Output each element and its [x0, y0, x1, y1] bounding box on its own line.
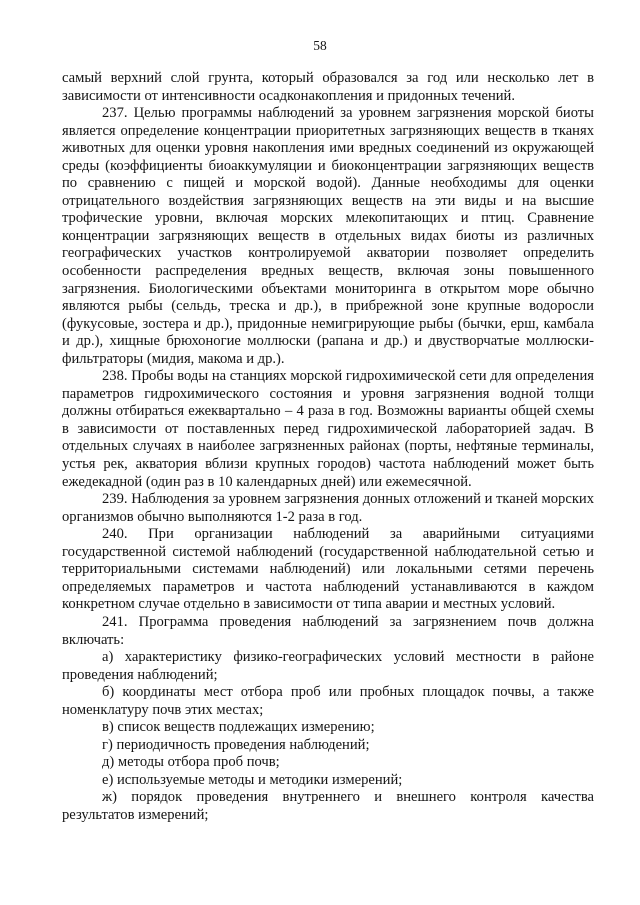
body-text: [62, 70, 594, 825]
page-number: 58: [313, 38, 327, 53]
list-item: ж) порядок проведения внутреннего и внешнего контроля качества результатов измерений;: [62, 789, 594, 823]
list-item: г) периодичность проведения наблюдений;: [102, 736, 370, 753]
paragraph: 240. При организации наблюдений за аварийными ситуациями государственной системой наблюдений (государственной наблюдательной сетью и территориальными системами наблюдений) или локальными сетями перечень определяемых параметров и частота наблюдений устанавливаются в каждом конкретном случае отдельно в зависимости от типа аварии и местных условий.: [62, 526, 594, 613]
paragraph: 238. Пробы воды на станциях морской гидрохимической сети для определения параметров гидрохимического состояния и уровня загрязнения водной толщи должны отбираться ежеквартально – 4 раза в год. Возможны варианты общей схемы в зависимости от поставленных перед гидрохимической лабораторией задач. В отдельных случаях в наиболее загрязненных районах (порты, нефтяные терминалы, устья рек, акватория вблизи крупных городов) частота наблюдений может быть ежедекадной (один раз в 10 календарных дней) или ежемесячной.: [62, 368, 594, 490]
paragraph: 239. Наблюдения за уровнем загрязнения донных отложений и тканей морских организмов обычно выполняются 1-2 раза в год.: [62, 491, 595, 525]
list-item: е) используемые методы и методики измерений;: [102, 771, 403, 788]
list-item: в) список веществ подлежащих измерению;: [102, 719, 375, 736]
list-item: д) методы отбора проб почв;: [102, 754, 280, 771]
paragraph: 237. Целью программы наблюдений за уровнем загрязнения морской биоты является определение концентрации приоритетных загрязняющих веществ в тканях животных для оценки уровня накопления ими вредных соединений из окружающей среды (коэффициенты биоаккумуляции и биоконцентрации загрязняющих веществ по сравнению с пищей и морской водой). Данные необходимы для оценки отрицательного воздействия загрязняющих веществ на эти виды и на высшие трофические уровни, включая морских млекопитающих и птиц. Сравнение концентрации загрязняющих веществ в отдельных видах биоты из различных географических участков контролируемой акватории позволяет определить особенности распределения вредных веществ, включая зоны повышенного загрязнения. Биологическими объектами мониторинга в открытом море обычно являются рыбы (сельдь, треска и др.), в прибрежной зоне крупные водоросли (фукусовые, зостера и др.), придонные немигрирующие рыбы (бычки, ерш, камбала и др.), хищные брюхоногие моллюски (рапана и др.) и двустворчатые моллюски-фильтраторы (мидия, макома и др.).: [62, 105, 594, 367]
list-item: а) характеристику физико-географических условий местности в районе проведения наблюдений;: [62, 649, 594, 683]
paragraph: самый верхний слой грунта, который образовался за год или несколько лет в зависимости от интенсивности осадконакопления и придонных течений.: [62, 70, 594, 104]
paragraph: 241. Программа проведения наблюдений за загрязнением почв должна включать:: [62, 613, 594, 648]
list-item: б) координаты мест отбора проб или пробных площадок почвы, а также номенклатуру почв этих местах;: [62, 684, 594, 718]
